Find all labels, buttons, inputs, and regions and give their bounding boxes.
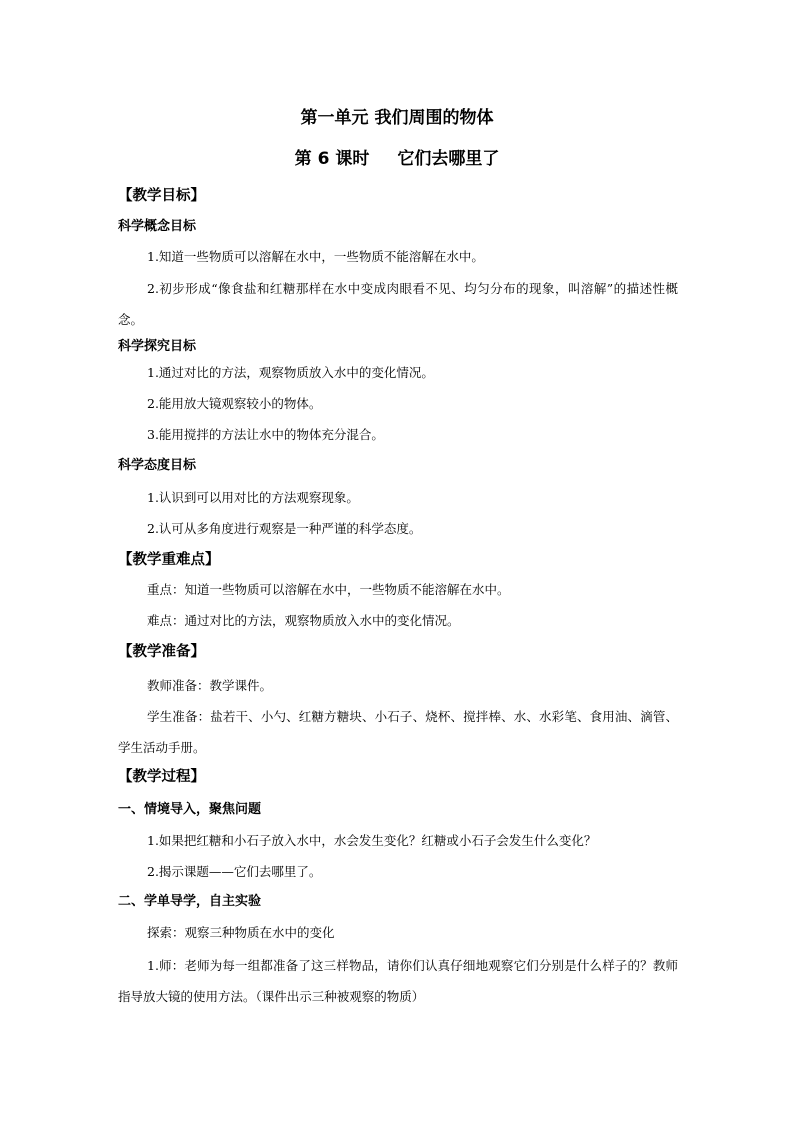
lesson-name: 它们去哪里了 bbox=[397, 149, 500, 169]
unit-title: 第一单元 我们周围的物体 bbox=[300, 108, 494, 128]
student-preparation: 学生准备：盐若干、小勺、红糖方糖块、小石子、烧杯、搅拌棒、水、水彩笔、食用油、滴管、学生活动手册。 bbox=[118, 709, 678, 755]
concept-objective-2: 2.初步形成“像食盐和红糖那样在水中变成肉眼看不见、均匀分布的现象，叫溶解”的描述性概念。 bbox=[118, 281, 678, 327]
lesson-number: 第 6 课时 bbox=[294, 149, 370, 169]
process-part1-item-1: 1.如果把红糖和小石子放入水中，水会发生变化？红糖或小石子会发生什么变化？ bbox=[147, 833, 597, 848]
section-heading-preparation: 【教学准备】 bbox=[118, 644, 205, 660]
lesson-title bbox=[0, 148, 794, 170]
subheading-attitude-objectives: 科学态度目标 bbox=[118, 458, 197, 473]
key-point: 重点：知道一些物质可以溶解在水中，一些物质不能溶解在水中。 bbox=[147, 582, 510, 597]
section-heading-objectives: 【教学目标】 bbox=[118, 188, 205, 204]
process-part2-heading: 二、学单导学，自主实验 bbox=[118, 894, 262, 909]
subheading-concept-objectives: 科学概念目标 bbox=[118, 219, 197, 234]
concept-objective-1: 1.知道一些物质可以溶解在水中，一些物质不能溶解在水中。 bbox=[147, 249, 484, 264]
process-part1-item-2: 2.揭示课题——它们去哪里了。 bbox=[147, 864, 322, 879]
inquiry-objective-2: 2.能用放大镜观察较小的物体。 bbox=[147, 396, 322, 411]
process-part2-explore: 探索：观察三种物质在水中的变化 bbox=[147, 925, 335, 940]
inquiry-objective-3: 3.能用搅拌的方法让水中的物体充分混合。 bbox=[147, 427, 384, 442]
process-part1-heading: 一、情境导入，聚焦问题 bbox=[118, 802, 262, 817]
process-part2-item-1: 1.师：老师为每一组都准备了这三样物品，请你们认真仔细地观察它们分别是什么样子的？教师指导放大镜的使用方法。（课件出示三种被观察的物质） bbox=[118, 958, 678, 1004]
attitude-objective-2: 2.认可从多角度进行观察是一种严谨的科学态度。 bbox=[147, 521, 422, 536]
difficult-point: 难点：通过对比的方法，观察物质放入水中的变化情况。 bbox=[147, 613, 460, 628]
inquiry-objective-1: 1.通过对比的方法，观察物质放入水中的变化情况。 bbox=[147, 365, 434, 380]
section-heading-process: 【教学过程】 bbox=[118, 769, 205, 785]
subheading-inquiry-objectives: 科学探究目标 bbox=[118, 339, 197, 354]
attitude-objective-1: 1.认识到可以用对比的方法观察现象。 bbox=[147, 490, 359, 505]
section-heading-key-points: 【教学重难点】 bbox=[118, 552, 220, 568]
teacher-preparation: 教师准备：教学课件。 bbox=[147, 678, 273, 693]
